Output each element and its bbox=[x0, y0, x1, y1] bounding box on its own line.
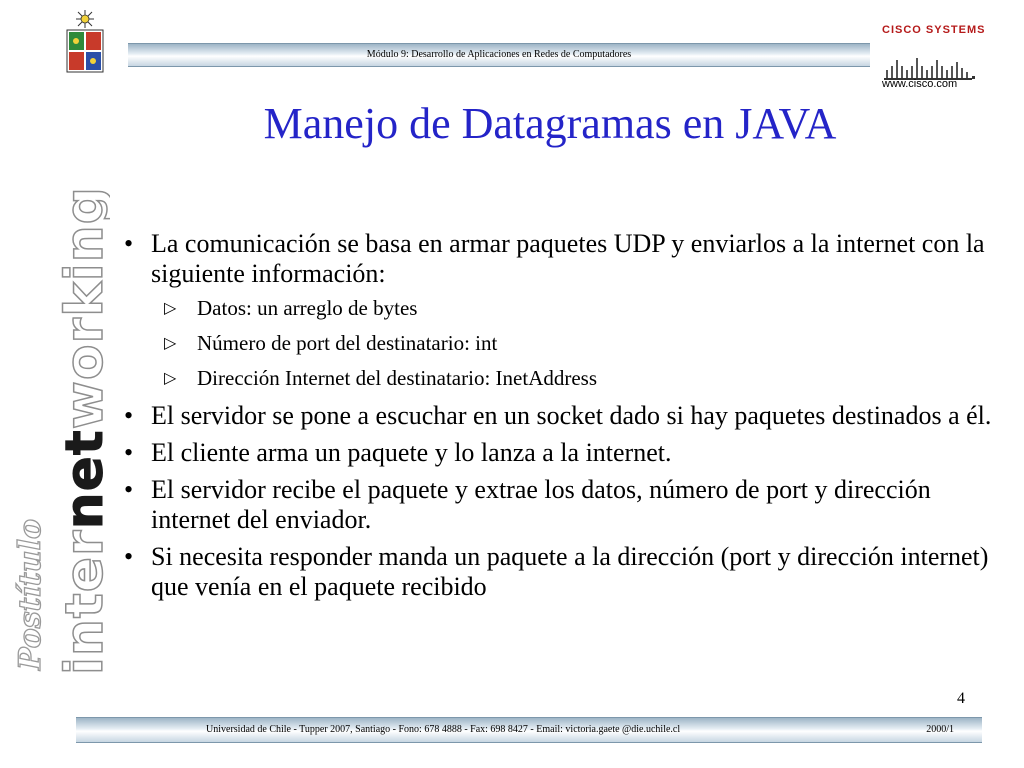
cisco-bars-icon bbox=[884, 40, 976, 80]
footer-contact-text: Universidad de Chile - Tupper 2007, Santiago - Fono: 678 4888 - Fax: 698 8427 - Email: victoria.gaete @die.uchile.cl bbox=[206, 724, 681, 735]
bullet-item bbox=[124, 229, 996, 289]
bullet-dot-icon: • bbox=[124, 401, 134, 430]
bullet-text: El servidor recibe el paquete y extrae los datos, número de port y dirección internet del enviador. bbox=[151, 475, 931, 534]
bullet-item bbox=[124, 438, 996, 468]
sub-bullet-item bbox=[124, 296, 996, 320]
side-brand-net: net bbox=[55, 429, 110, 530]
bullet-item bbox=[124, 475, 996, 535]
side-brand-script: Postítulo bbox=[13, 519, 48, 670]
triangle-bullet-icon: ▷ bbox=[164, 333, 177, 352]
bullet-text: Si necesita responder manda un paquete a la dirección (port y dirección internet) que venía en el paquete recibido bbox=[151, 542, 989, 601]
header-band bbox=[128, 43, 870, 67]
footer-band bbox=[76, 717, 982, 743]
bullet-dot-icon: • bbox=[124, 542, 134, 571]
bullet-dot-icon: • bbox=[124, 229, 134, 258]
side-brand-wordmark bbox=[0, 100, 110, 680]
cisco-logo-name: CISCO SYSTEMS bbox=[882, 24, 986, 36]
bullet-item bbox=[124, 401, 996, 431]
sub-bullet-item bbox=[124, 331, 996, 355]
sub-bullet-text: Dirección Internet del destinatario: InetAddress bbox=[197, 366, 598, 390]
bullet-text: La comunicación se basa en armar paquetes UDP y enviarlos a la internet con la siguiente información: bbox=[151, 229, 985, 288]
page-number: 4 bbox=[957, 690, 965, 707]
triangle-bullet-icon: ▷ bbox=[164, 298, 177, 317]
bullet-list bbox=[124, 229, 996, 609]
header-module-text: Módulo 9: Desarrollo de Aplicaciones en Redes de Computadores bbox=[366, 49, 632, 60]
sub-bullet-text: Datos: un arreglo de bytes bbox=[197, 296, 418, 320]
bullet-text: El servidor se pone a escuchar en un socket dado si hay paquetes destinados a él. bbox=[151, 401, 992, 430]
bullet-text: El cliente arma un paquete y lo lanza a la internet. bbox=[151, 438, 672, 467]
bullet-item bbox=[124, 542, 996, 602]
sub-bullet-list bbox=[124, 296, 996, 390]
footer-term: 2000/1 bbox=[926, 724, 954, 735]
side-brand-inter: inter bbox=[55, 529, 110, 675]
sub-bullet-text: Número de port del destinatario: int bbox=[197, 331, 498, 355]
university-crest-icon bbox=[64, 8, 106, 74]
cisco-logo bbox=[880, 24, 986, 94]
triangle-bullet-icon: ▷ bbox=[164, 368, 177, 387]
bullet-dot-icon: • bbox=[124, 475, 134, 504]
slide-title: Manejo de Datagramas en JAVA bbox=[263, 99, 837, 148]
bullet-dot-icon: • bbox=[124, 438, 134, 467]
svg-text:internetworking bbox=[55, 186, 110, 675]
sub-bullet-item bbox=[124, 366, 996, 390]
side-brand-working: working bbox=[55, 186, 110, 430]
cisco-url: www.cisco.com bbox=[882, 78, 958, 90]
